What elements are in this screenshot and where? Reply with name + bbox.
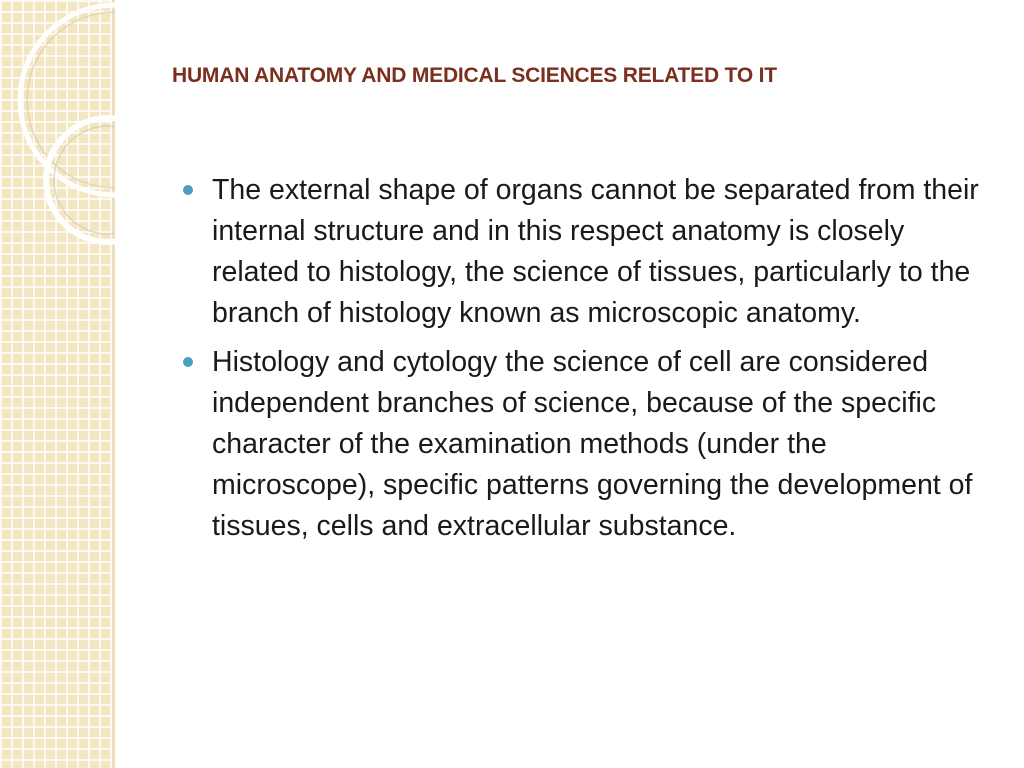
bullet-text: The external shape of organs cannot be separated from their internal structure and in this respect anatomy is closely related to histology, the science of tissues, particularly to the branch of histology known as microscopic anatomy. — [212, 174, 979, 329]
bullet-list — [212, 170, 992, 555]
bullet-item — [212, 342, 992, 547]
bullet-dot-icon — [183, 185, 193, 195]
bullet-text: Histology and cytology the science of cell are considered independent branches of science, because of the specific character of the examination methods (under the microscope), specific patterns governing the development of tissues, cells and extracellular substance. — [212, 346, 973, 542]
bullet-dot-icon — [183, 357, 193, 367]
bullet-item — [212, 170, 992, 334]
decorative-rings-icon — [0, 0, 115, 260]
slide-title: HUMAN ANATOMY AND MEDICAL SCIENCES RELATED TO IT — [172, 64, 777, 87]
